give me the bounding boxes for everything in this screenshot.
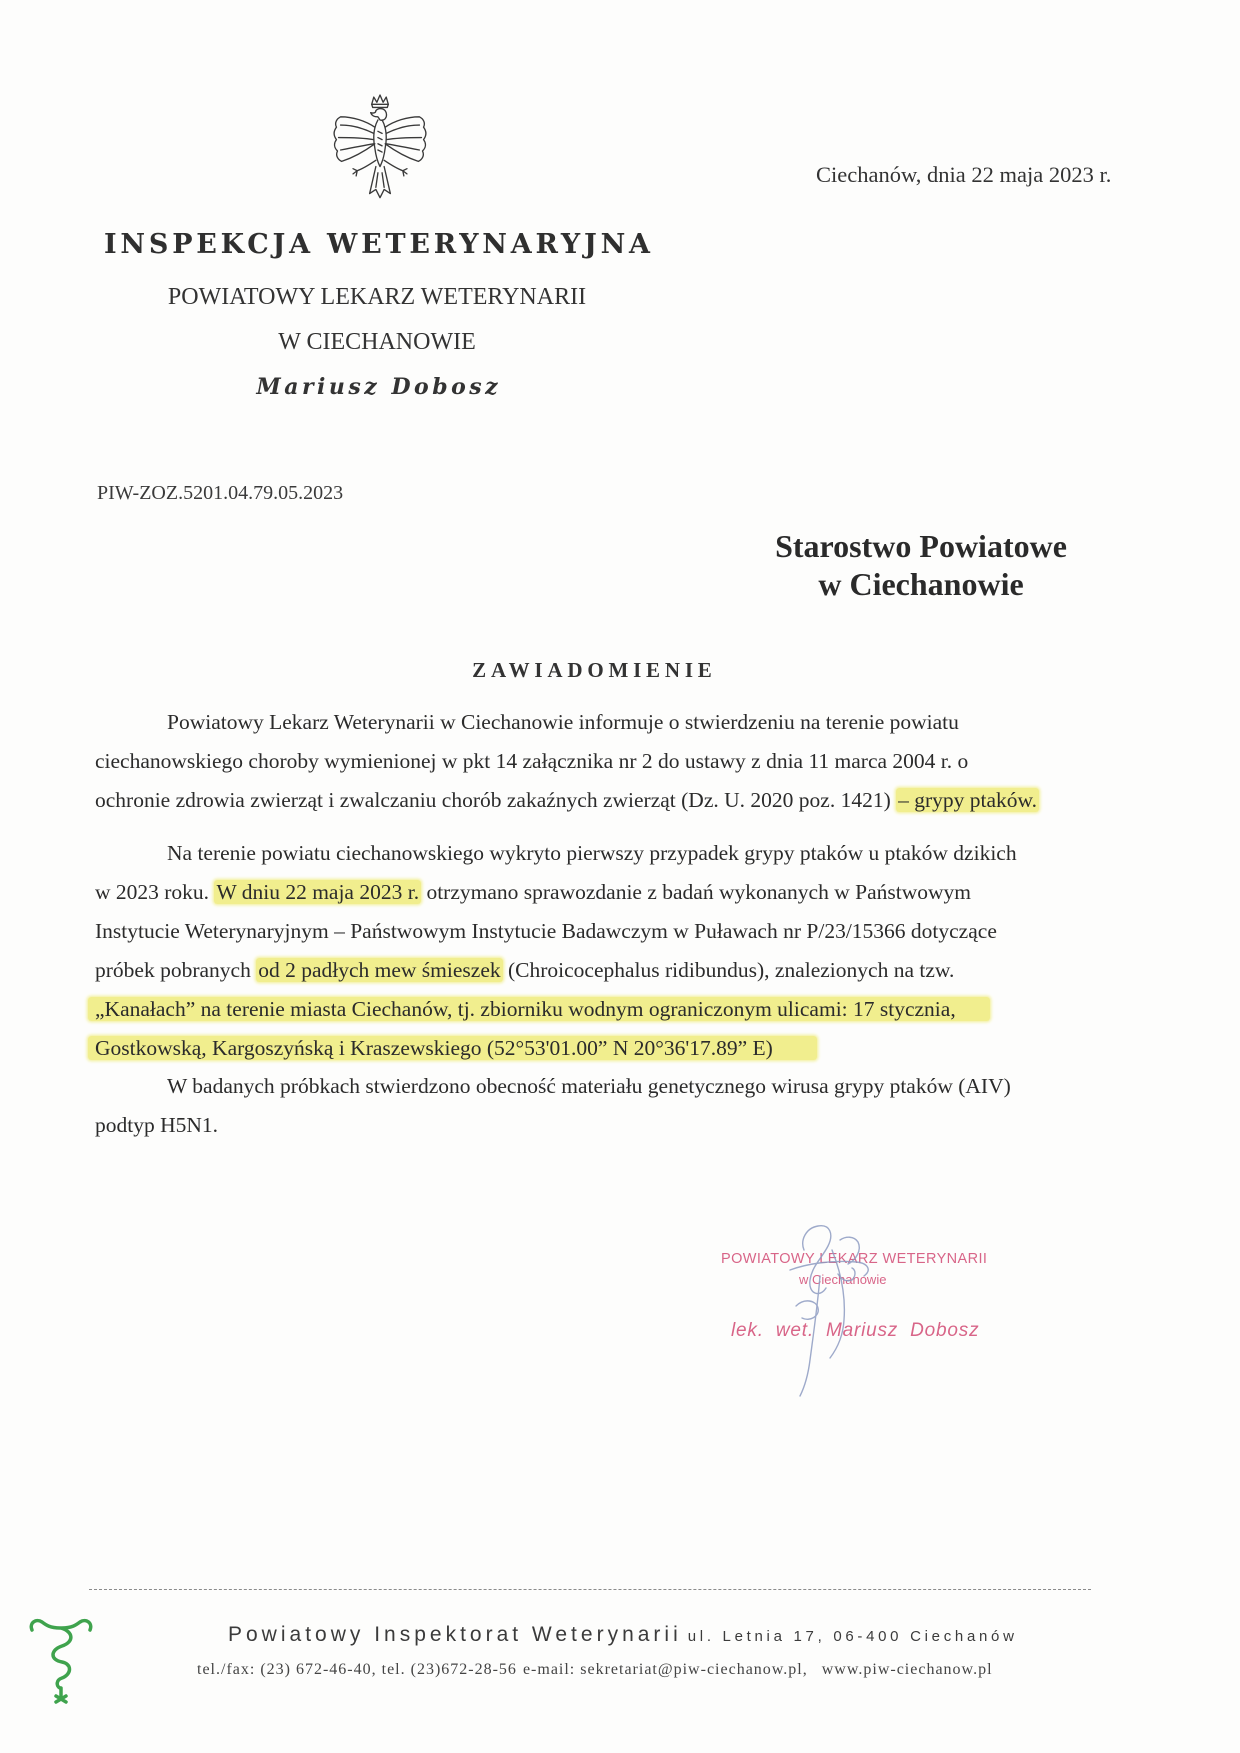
stamp-officer-name: lek. wet. Mariusz Dobosz [731,1320,980,1341]
footer-institution-name: Powiatowy Inspektorat Weterynarii [228,1623,682,1646]
paragraph-line [95,1029,1017,1068]
text-segment: Instytucie Weterynaryjnym – Państwowym Instytucie Badawczym w Puławach nr P/23/15366 dotyczące [95,919,997,943]
text-segment: podtyp H5N1. [95,1113,219,1137]
paragraph-line [95,781,1039,820]
document-date: Ciechanów, dnia 22 maja 2023 r. [816,162,1112,187]
footer-address: ul. Letnia 17, 06-400 Ciechanów [687,1628,1018,1645]
highlighted-text: od 2 padłych mew śmieszek [258,958,501,982]
text-segment: w 2023 roku. [95,880,215,904]
stamp-office-location: w Ciechanowie [799,1272,887,1287]
signature [760,1210,910,1400]
highlighted-text: W dniu 22 maja 2023 r. [216,880,420,904]
text-segment: ciechanowskiego choroby wymienionej w pkt 14 załącznika nr 2 do ustawy z dnia 11 marca 2004 r. o [95,749,969,773]
paragraph-line [95,912,1017,951]
paragraph-line [95,742,1039,781]
paragraph-line [95,1067,1011,1106]
paragraph-line [95,1106,1011,1145]
paragraph-line [95,703,1039,742]
text-segment: Na terenie powiatu ciechanowskiego wykryto pierwszy przypadek grypy ptaków u ptaków dzikich [167,841,1017,865]
footer-separator [89,1589,1091,1590]
paragraph-3 [95,1067,1011,1145]
footer-institution-line [228,1622,1018,1650]
paragraph-1 [95,703,1039,820]
paragraph-line [95,873,1017,912]
recipient-line-1: Starostwo Powiatowe [775,528,1067,564]
footer-contact-line [197,1659,993,1681]
office-location: W CIECHANOWIE [278,329,476,355]
reference-number: PIW-ZOZ.5201.04.79.05.2023 [97,482,344,504]
recipient-line-2: w Ciechanowie [818,566,1024,602]
officer-name: Mariusz Dobosz [256,374,502,400]
recipient-address [721,527,1121,603]
paragraph-2 [95,834,1017,1068]
highlighted-text: – grypy ptaków. [898,788,1038,812]
text-segment: W badanych próbkach stwierdzono obecność materiału genetycznego wirusa grypy ptaków (AIV) [167,1074,1011,1098]
text-segment: otrzymano sprawozdanie z badań wykonanych w Państwowym [421,880,971,904]
paragraph-line [95,951,1017,990]
stamp-office-title: POWIATOWY LEKARZ WETERYNARII [721,1251,988,1267]
footer-email: e-mail: sekretariat@piw-ciechanow.pl, [522,1661,808,1678]
paragraph-line [95,990,1017,1029]
paragraph-line [95,834,1017,873]
organization-name: INSPEKCJA WETERYNARYJNA [103,229,654,260]
polish-eagle-icon [328,94,432,206]
highlighted-text: „Kanałach” na terenie miasta Ciechanów, tj. zbiorniku wodnym ograniczonym ulicami: 17 stycznia, [88,997,990,1021]
veterinary-caduceus-icon [26,1616,96,1706]
footer-website: www.piw-ciechanow.pl [821,1661,993,1678]
footer-phones: tel./fax: (23) 672-46-40, tel. (23)672-28-56 [197,1661,517,1678]
text-segment: próbek pobranych [95,958,257,982]
text-segment: ochronie zdrowia zwierząt i zwalczaniu chorób zakaźnych zwierząt (Dz. U. 2020 poz. 1421) [95,788,897,812]
text-segment: Powiatowy Lekarz Weterynarii w Ciechanowie informuje o stwierdzeniu na terenie powiatu [167,710,959,734]
highlighted-text: Gostkowską, Kargoszyńską i Kraszewskiego (52°53'01.00” N 20°36'17.89” E) [88,1036,817,1060]
office-title: POWIATOWY LEKARZ WETERYNARII [167,284,587,310]
document-title: ZAWIADOMIENIE [472,658,717,682]
text-segment: (Chroicocephalus ridibundus), znalezionych na tzw. [502,958,955,982]
